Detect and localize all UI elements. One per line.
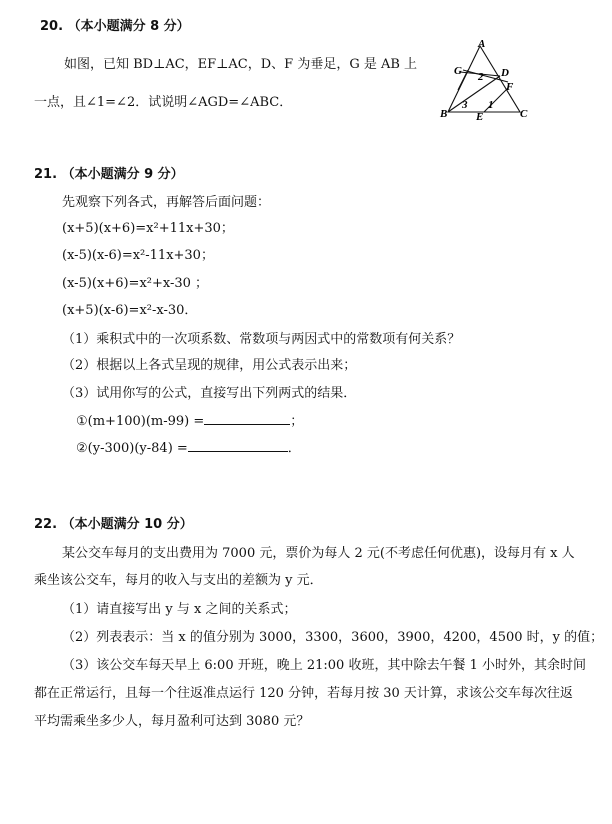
q21-subpart-1 — [76, 410, 303, 429]
q22-number: 22. — [34, 517, 58, 532]
q22-score: （本小题满分 10 分） — [61, 517, 193, 532]
q22-header — [34, 513, 193, 532]
q21-equation-3: (x-5)(x+6)=x²+x-30 ； — [62, 276, 209, 291]
q21-subpart-1-end: ； — [290, 414, 304, 429]
label-g: G — [454, 65, 462, 77]
q21-part-3: （3）试用你写的公式，直接写出下列两式的结果． — [62, 386, 357, 401]
q21-subpart-1-expr: ①(m+100)(m-99) = — [76, 414, 205, 429]
angle-label-2: 2 — [478, 71, 484, 83]
triangle-abc — [448, 46, 520, 112]
label-b: B — [440, 108, 448, 120]
q21-part-1: （1）乘积式中的一次项系数、常数项与两因式中的常数项有何关系？ — [62, 332, 461, 347]
label-f: F — [506, 81, 514, 93]
label-c: C — [520, 108, 528, 120]
q21-subpart-2-end: ． — [287, 441, 301, 456]
q21-header — [34, 163, 184, 182]
q22-part-3-line-3: 平均需乘坐多少人，每月盈利可达到 3080 元？ — [34, 714, 310, 729]
q20-text-line1: 如图，已知 BD⊥AC，EF⊥AC，D、F 为垂足，G 是 AB 上 — [64, 57, 418, 72]
q20-text-line2: 一点，且∠1=∠2．试说明∠AGD=∠ABC． — [34, 95, 293, 110]
answer-blank-2[interactable] — [188, 439, 288, 452]
q22-part-3-line-2: 都在正常运行，且每一个往返准点运行 120 分钟，若每月按 30 天计算，求该公交车每次往返 — [34, 686, 573, 701]
q21-equation-4: (x+5)(x-6)=x²-x-30． — [62, 303, 198, 318]
angle-label-3: 3 — [462, 99, 468, 111]
q22-line-1: 某公交车每月的支出费用为 7000 元，票价为每人 2 元(不考虑任何优惠)，设每月有 x 人 — [62, 546, 575, 561]
q21-score: （本小题满分 9 分） — [61, 167, 184, 182]
q20-header — [40, 15, 190, 34]
label-d: D — [501, 67, 509, 79]
q20-number: 20. — [40, 19, 64, 34]
q20-score: （本小题满分 8 分） — [67, 19, 190, 34]
label-a: A — [478, 40, 486, 50]
q21-subpart-2 — [76, 437, 301, 456]
angle-label-1: 1 — [488, 99, 494, 111]
q21-equation-2: (x-5)(x-6)=x²-11x+30； — [62, 248, 214, 263]
q21-intro: 先观察下列各式，再解答后面问题： — [62, 195, 271, 210]
q21-subpart-2-expr: ②(y-300)(y-84) = — [76, 441, 188, 456]
answer-blank-1[interactable] — [204, 412, 290, 425]
q22-part-1: （1）请直接写出 y 与 x 之间的关系式； — [62, 602, 297, 617]
q21-number: 21. — [34, 167, 58, 182]
q20-geometry-figure — [438, 40, 530, 122]
q22-part-2: （2）列表表示：当 x 的值分别为 3000，3300，3600，3900，4200，4500 时，y 的值； — [62, 630, 604, 645]
q22-part-3-line-1: （3）该公交车每天早上 6:00 开班，晚上 21:00 收班，其中除去午餐 1 小时外，其余时间 — [62, 658, 586, 673]
q22-line-2: 乘坐该公交车，每月的收入与支出的差额为 y 元． — [34, 573, 323, 588]
q21-equation-1: (x+5)(x+6)=x²+11x+30； — [62, 221, 234, 236]
label-e: E — [476, 111, 484, 122]
q21-part-2: （2）根据以上各式呈现的规律，用公式表示出来； — [62, 358, 357, 373]
